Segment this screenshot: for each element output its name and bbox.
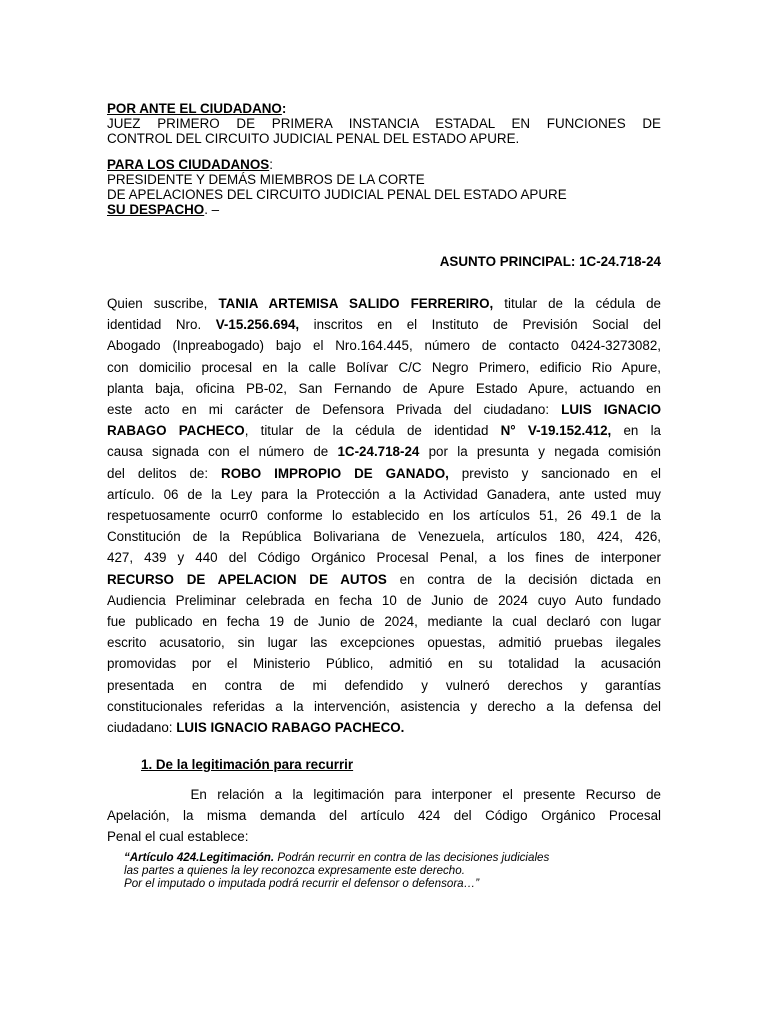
text-line: con domicilio procesal en la calle Bolívar C/C Negro Primero, edificio Rio Apure, [107,359,661,375]
text-line: artículo. 06 de la Ley para la Protección a la Actividad Ganadera, ante usted muy [107,486,661,502]
recipient-line: PRESIDENTE Y DEMÁS MIEMBROS DE LA CORTE [107,172,425,187]
text-run: titular de la cédula de [493,296,661,311]
recipient-heading: POR ANTE EL CIUDADANO [107,101,282,116]
text-run: del delitos de: [107,465,222,481]
recipient-line: CONTROL DEL CIRCUITO JUDICIAL PENAL DEL ESTADO APURE. [107,131,520,146]
quote-line: Por el imputado o imputada podrá recurrir el defensor o defensora…” [124,877,480,890]
case-subject: ASUNTO PRINCIPAL: 1C-24.718-24 [439,254,661,269]
text-line [107,399,661,420]
recipient-line: JUEZ PRIMERO DE PRIMERA INSTANCIA ESTADAL EN FUNCIONES DE [107,116,661,131]
text-line: constitucionales referidas a la intervención, asistencia y derecho a la defensa del [107,698,661,714]
text-line: presentada en contra de mi defendido y vulneró derechos y garantías [107,677,661,693]
text-run: Quien suscribe, [107,296,219,311]
appeal-type: RECURSO DE APELACION DE AUTOS [107,571,387,587]
text-line [107,420,661,441]
heading-colon: : [281,101,287,116]
text-run: en contra de la decisión dictada en [386,571,661,587]
text-run: por la presunta y negada comisión [419,444,661,460]
text-line: respetuosamente ocurr0 conforme lo establecido en los artículos 51, 26 49.1 de la [107,508,661,524]
text-run: este acto en mi carácter de Defensora Privada del ciudadano: [107,402,562,418]
text-line [107,293,661,314]
recipient-heading: PARA LOS CIUDADANOS [107,157,270,172]
defendant-id: N° V-19.152.412, [500,423,612,439]
despacho-suffix: . – [204,202,220,217]
main-paragraph [107,293,661,738]
defendant-name: LUIS IGNACIO [561,402,661,418]
offense-name: ROBO IMPROPIO DE GANADO, [221,465,449,481]
text-line [107,441,661,462]
text-run: previsto y sancionado en el [448,465,661,481]
recipient-line: DE APELACIONES DEL CIRCUITO JUDICIAL PENAL DEL ESTADO APURE [107,187,567,202]
text-line: fue publicado en fecha 19 de Junio de 2024, mediante la cual declaró con lugar [107,614,661,630]
quote-line: las partes a quienes la ley reconozca expresamente este derecho. [124,864,465,877]
text-run: ciudadano: [107,720,177,736]
defendant-name: RABAGO PACHECO [107,423,245,439]
text-run: causa signada con el número de [107,444,338,460]
recipient-judge-block [107,101,661,146]
text-run: en la [611,423,661,439]
heading-colon: : [269,157,273,172]
text-line: Penal el cual establece: [107,829,249,845]
article-title: “Artículo 424.Legitimación. [124,851,275,864]
text-line: En relación a la legitimación para interponer el presente Recurso de [107,787,661,802]
attorney-name: TANIA ARTEMISA SALIDO FERRERIRO, [218,296,494,311]
section-heading: 1. De la legitimación para recurrir [141,757,354,772]
legitimacy-paragraph [107,784,661,848]
defendant-name: LUIS IGNACIO RABAGO PACHECO. [176,720,405,736]
text-run: Podrán recurrir en contra de las decisiones judiciales [274,851,550,864]
text-line: Abogado (Inpreabogado) bajo el Nro.164.445, número de contacto 0424-3273082, [107,338,661,354]
attorney-id: V-15.256.694, [215,317,300,333]
text-line: Constitución de la República Bolivariana de Venezuela, artículos 180, 424, 426, [107,529,661,545]
text-run: identidad Nro. [107,317,216,333]
text-line: 427, 439 y 440 del Código Orgánico Procesal Penal, a los fines de interponer [107,550,661,566]
despacho-label: SU DESPACHO [107,202,205,217]
text-line: escrito acusatorio, sin lugar las excepciones opuestas, admitió pruebas ilegales [107,635,661,651]
quote-line [124,851,644,864]
text-line [107,314,661,335]
text-run: inscritos en el Instituto de Previsión Social del [299,317,661,333]
article-quote [124,851,644,890]
text-run: , titular de la cédula de identidad [244,423,501,439]
recipient-court-block [107,157,661,217]
text-line [107,569,661,590]
text-line [107,717,661,738]
text-line: Audiencia Preliminar celebrada en fecha 10 de Junio de 2024 cuyo Auto fundado [107,592,661,608]
text-line: promovidas por el Ministerio Público, admitió en su totalidad la acusación [107,656,661,672]
text-line: planta baja, oficina PB-02, San Fernando de Apure Estado Apure, actuando en [107,380,661,396]
case-number: 1C-24.718-24 [337,444,420,460]
text-line: Apelación, la misma demanda del artículo 424 del Código Orgánico Procesal [107,808,661,824]
text-line [107,463,661,484]
